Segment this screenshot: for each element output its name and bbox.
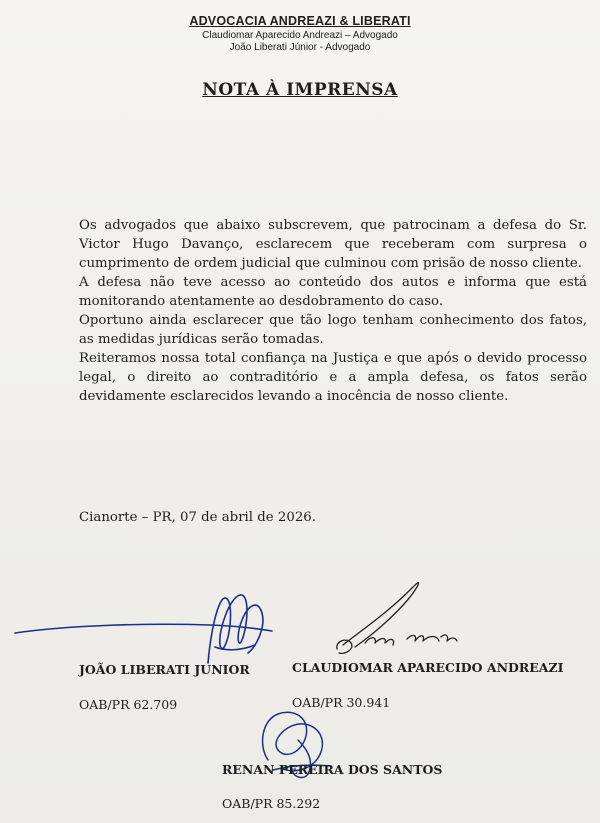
letterhead-line-1: Claudiomar Aparecido Andreazi – Advogado bbox=[202, 30, 398, 41]
date-line: Cianorte – PR, 07 de abril de 2026. bbox=[79, 510, 316, 525]
document-body bbox=[79, 216, 587, 406]
signature-claudiomar-andreazi bbox=[325, 575, 475, 660]
signatory-2-name: CLAUDIOMAR APARECIDO ANDREAZI bbox=[292, 660, 564, 675]
paragraph-4: Reiteramos nossa total confiança na Justiça e que após o devido processo legal, o direito ao contraditório e a ampla defesa, os fatos serão devidamente esclarecidos levando a inocência de nosso cliente. bbox=[79, 351, 587, 404]
paragraph-2: A defesa não teve acesso ao conteúdo dos autos e informa que está monitorando atentamente ao desdobramento do caso. bbox=[79, 275, 587, 309]
signatory-1-name: JOÃO LIBERATI JUNIOR bbox=[79, 662, 250, 677]
signatory-2-oab: OAB/PR 30.941 bbox=[292, 695, 391, 710]
letterhead-line-2: João Liberati Júnior - Advogado bbox=[229, 42, 371, 53]
letterhead bbox=[0, 12, 600, 54]
signatory-3-name: RENAN PEREIRA DOS SANTOS bbox=[222, 762, 443, 777]
signatory-3-oab: OAB/PR 85.292 bbox=[222, 796, 321, 811]
paragraph-1: Os advogados que abaixo subscrevem, que patrocinam a defesa do Sr. Victor Hugo Davanço, esclarecem que receberam com surpresa o cumprimento de ordem judicial que culminou com prisão de nosso cliente. bbox=[79, 218, 587, 271]
firm-name: ADVOCACIA ANDREAZI & LIBERATI bbox=[189, 14, 411, 28]
signatory-1-oab: OAB/PR 62.709 bbox=[79, 697, 178, 712]
document-title: NOTA À IMPRENSA bbox=[202, 80, 398, 100]
paragraph-3: Oportuno ainda esclarecer que tão logo tenham conhecimento dos fatos, as medidas jurídicas serão tomadas. bbox=[79, 313, 587, 347]
